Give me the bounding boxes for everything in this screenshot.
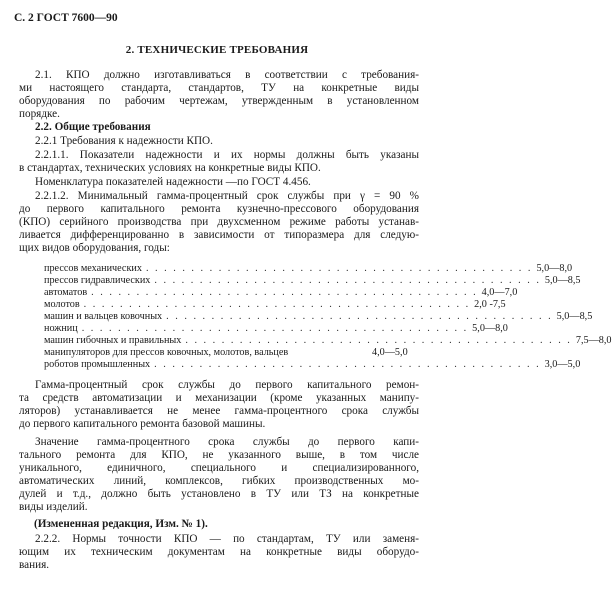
leader-dots: . . . . . . . . . . . . . . . . . . . . . . . . . . . . . . . . . . . . . . . . . . . — [81, 323, 469, 334]
equipment-value: 5,0—8,5 — [556, 311, 593, 322]
equipment-name: машин и вальцев ковочных — [44, 311, 163, 322]
page-header: С. 2 ГОСТ 7600—90 — [14, 12, 118, 24]
p-gamma-line-3: ляторов) устанавливается не менее гамма-процентного срока службы — [19, 405, 419, 417]
p-gamma-line-2: та средств автоматизации и механизации (кроме указанных манипу- — [19, 392, 419, 404]
leader-dots: . . . . . . . . . . . . . . . . . . . . . . . . . . . . . . . . . . . . . . . . . . . — [154, 275, 541, 286]
p1-line-3: оборудования по рабочим чертежам, утвержденным в установленном — [19, 95, 419, 107]
p-gamma-line-4: до первого капитального ремонта базовой машины. — [19, 418, 266, 430]
p-value-line-1: Значение гамма-процентного срока службы до первого капи- — [35, 436, 419, 448]
leader-dots: . . . . . . . . . . . . . . . . . . . . . . . . . . . . . . . . . . . . . . . . . . . — [145, 263, 533, 274]
equipment-name: машин гибочных и правильных — [44, 335, 182, 346]
p-value-line-2: тального ремонта для КПО, не указанного выше, в том числе — [19, 449, 419, 461]
leader-dots: . . . . . . . . . . . . . . . . . . . . . . . . . . . . . . . . . . . . . . . . . . . — [91, 287, 478, 298]
p-value-line-6: виды изделий. — [19, 501, 88, 513]
p2212-line-2: до первого капитального ремонта кузнечно-прессового оборудования — [19, 203, 419, 215]
p-value-line-5: дулей и т.д., должно быть установлено в ТУ или ТЗ на конкретные — [19, 488, 419, 500]
amendment-note: (Измененная редакция, Изм. № 1). — [34, 518, 208, 530]
equipment-row — [44, 347, 410, 359]
equipment-row — [44, 359, 581, 371]
p-value-line-4: автоматических линий, комплексов, гибких производственных мо- — [19, 475, 419, 487]
equipment-name: роботов промышленных — [44, 359, 151, 370]
equipment-name: прессов механических — [44, 263, 142, 274]
leader-dots: . . . . . . . . . . . . . . . . . . . . . . . . . . . . . . . . . . . . . . . . . . . — [185, 335, 572, 346]
p2212-line-4: ливается дифференцированно в зависимости от типоразмера для следую- — [19, 229, 419, 241]
equipment-name: молотов — [44, 299, 80, 310]
equipment-name: автоматов — [44, 287, 88, 298]
p1-line-1: 2.1. КПО должно изготавливаться в соответствии с требования- — [35, 69, 419, 81]
p1-line-2: ми настоящего стандарта, стандартов, ТУ на конкретные виды — [19, 82, 419, 94]
p2212-line-1: 2.2.1.2. Минимальный гамма-процентный срок службы при γ = 90 % — [35, 190, 419, 202]
p2212-line-5: щих видов оборудования, годы: — [19, 242, 170, 254]
equipment-value: 5,0—8,0 — [536, 263, 573, 274]
equipment-row — [44, 299, 506, 311]
equipment-row — [44, 311, 593, 323]
equipment-value: 5,0—8,0 — [472, 323, 508, 334]
p2211-line-2: в стандартах, технических условиях на конкретные виды КПО. — [19, 162, 321, 174]
p2212-line-3: (КПО) серийного производства при двухсменном режиме работы устанав- — [19, 216, 419, 228]
p-gamma-line-1: Гамма-процентный срок службы до первого капитального ремон- — [35, 379, 419, 391]
equipment-row — [44, 263, 573, 275]
p221: 2.2.1 Требования к надежности КПО. — [35, 135, 213, 147]
equipment-row — [44, 287, 518, 299]
equipment-value: 5,0—8,5 — [544, 275, 581, 286]
equipment-name: прессов гидравлических — [44, 275, 151, 286]
p222-line-3: вания. — [19, 559, 50, 571]
equipment-row — [44, 323, 508, 335]
p222-line-2: ющим их техническим документам на конкретные виды оборудо- — [19, 546, 419, 558]
equipment-value: 3,0—5,0 — [544, 359, 581, 370]
leader-dots: . . . . . . . . . . . . . . . . . . . . . . . . . . . . . . . . . . . . . . . . . . . — [154, 359, 541, 370]
equipment-value: 4,0—5,0 — [372, 347, 408, 358]
equipment-name: манипуляторов для прессов ковочных, молотов, вальцев — [44, 347, 289, 358]
p2211-line-1: 2.2.1.1. Показатели надежности и их нормы должны быть указаны — [35, 149, 419, 161]
leader-dots: . . . . . . . . . . . . . . . . . . . . . . . . . . . . . . . . . . . . . . . . . . . — [166, 311, 553, 322]
p1-line-4: порядке. — [19, 108, 60, 120]
equipment-value: 4,0—7,0 — [481, 287, 518, 298]
equipment-name: ножниц — [44, 323, 78, 334]
section-title: 2. ТЕХНИЧЕСКИЕ ТРЕБОВАНИЯ — [125, 44, 309, 56]
equipment-value: 7,5—8,0 — [575, 335, 612, 346]
p222-line-1: 2.2.2. Нормы точности КПО — по стандартам, ТУ или заменя- — [35, 533, 419, 545]
p-value-line-3: уникального, единичного, специального и специализированного, — [19, 462, 419, 474]
leader-dots: . . . . . . . . . . . . . . . . . . . . . . . . . . . . . . . . . . . . . . . . . . . — [83, 299, 471, 310]
p2211-line-3: Номенклатура показателей надежности —по ГОСТ 4.456. — [35, 176, 311, 188]
equipment-row — [44, 335, 612, 347]
equipment-value: 2,0 -7,5 — [474, 299, 506, 310]
subsection-title: 2.2. Общие требования — [35, 121, 151, 133]
equipment-row — [44, 275, 581, 287]
